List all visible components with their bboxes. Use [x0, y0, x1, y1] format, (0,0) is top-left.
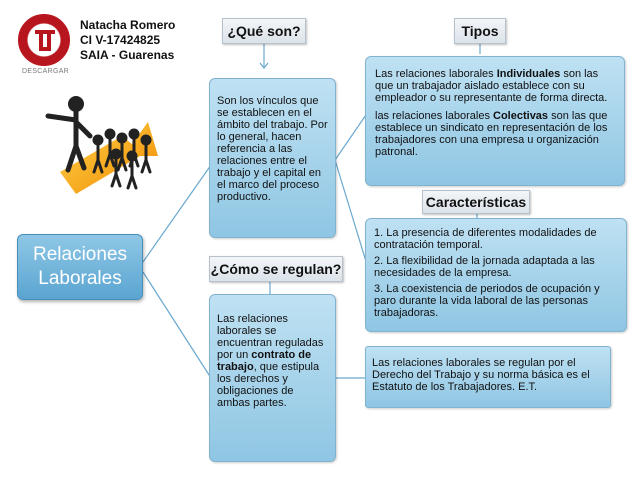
box-como-regulan	[209, 294, 336, 462]
tag-caracteristicas: Características	[422, 190, 530, 214]
derecho-text: Las relaciones laborales se regulan por el Derecho del Trabajo y su norma básica es el Estatuto de los Trabajadores. E.T.	[372, 357, 590, 393]
central-node-relaciones-laborales	[17, 234, 143, 300]
caracteristica-3: 3. La coexistencia de periodos de ocupación y paro durante la vida laboral de las personas trabajadoras.	[374, 283, 600, 319]
seal-caption: DESCARGAR	[22, 68, 70, 75]
author-id: CI V-17424825	[80, 33, 161, 47]
seal-emblem-icon	[33, 28, 57, 54]
university-seal-logo	[18, 14, 70, 66]
connector-tipos	[335, 112, 368, 160]
leadership-illustration	[40, 94, 168, 212]
box-tipos	[365, 56, 625, 186]
caracteristica-2: 2. La flexibilidad de la jornada adaptada a las necesidades de la empresa.	[374, 255, 595, 279]
tag-que-son: ¿Qué son?	[222, 18, 306, 44]
connector-caracteristicas	[335, 160, 368, 268]
central-node-line2: Laborales	[38, 268, 122, 289]
connector-como-regulan	[143, 272, 211, 378]
box-caracteristicas	[365, 218, 627, 332]
que-son-text: Son los vínculos que se establecen en el ámbito del trabajo. Por lo general, hacen referencia a las relaciones entre el trabajo y el capital en el marco del proceso productivo.	[217, 95, 328, 203]
tipos-colectivas: las relaciones laborales Colectivas son las que establece un sindicato en representación de los trabajadores con una empresa u organización patronal.	[375, 110, 608, 158]
como-regulan-text: Las relaciones laborales se encuentran reguladas por un contrato de trabajo, que estipula los derechos y obligaciones de ambas partes.	[217, 313, 324, 409]
tag-tipos: Tipos	[454, 18, 506, 44]
box-derecho-trabajo	[365, 346, 611, 408]
central-node-line1: Relaciones	[33, 244, 127, 265]
caracteristica-1: 1. La presencia de diferentes modalidades de contratación temporal.	[374, 227, 597, 251]
box-que-son	[209, 78, 336, 238]
author-name: Natacha Romero	[80, 18, 176, 32]
author-campus: SAIA - Guarenas	[80, 48, 175, 62]
tipos-individuales: Las relaciones laborales Individuales son las que un trabajador aislado establece con su empleador o su representante de forma directa.	[375, 68, 608, 104]
tag-como-regulan: ¿Cómo se regulan?	[209, 256, 343, 282]
